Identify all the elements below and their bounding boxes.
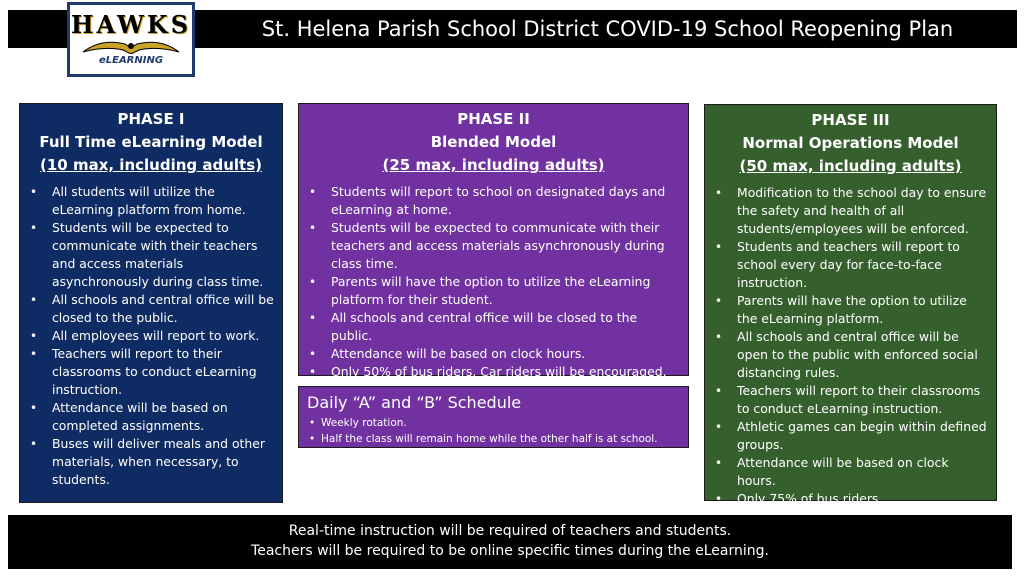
phase-2-capacity: (25 max, including adults) [382,156,605,174]
list-item [20,327,282,345]
list-item [705,238,996,292]
bullet-text: All schools and central office will be closed to the public. [52,292,274,325]
schedule-title: Daily “A” and “B” Schedule [307,393,522,412]
bullet-icon: • [715,384,723,398]
logo-wordmark: HAWKS [70,10,192,39]
phase-3-panel [704,104,997,506]
bullet-text: Only 75% of bus riders. [737,491,883,506]
list-item [299,219,688,273]
bullet-icon: • [715,294,723,308]
list-item [299,363,688,381]
phase-1-model: Full Time eLearning Model [39,133,263,151]
phase-1-heading: PHASE I [117,110,185,128]
bullet-icon: • [309,311,317,325]
list-item [299,309,688,345]
bullet-text: All schools and central office will be closed to the public. [331,310,638,343]
bullet-icon: • [309,365,317,379]
list-item [20,435,282,489]
list-item [299,431,688,447]
bullet-icon: • [309,221,317,235]
bullet-text: Athletic games can begin within defined groups. [737,419,987,452]
bullet-icon: • [715,420,723,434]
page-title: St. Helena Parish School District COVID-19 School Reopening Plan [261,17,954,41]
bullet-text: Attendance will be based on clock hours. [737,455,949,488]
bullet-text: Modification to the school day to ensure the safety and health of all students/employees will be enforced. [737,185,987,236]
list-item [299,415,688,431]
list-item [705,490,996,508]
list-item [299,273,688,309]
list-item [20,183,282,219]
bullet-text: Students will be expected to communicate with their teachers and access materials asynchronously during class time. [331,220,665,271]
bullet-text: Buses will deliver meals and other materials, when necessary, to students. [52,436,265,487]
bullet-icon: • [715,492,723,506]
bullet-icon: • [30,437,38,451]
schedule-bullets [299,415,688,447]
phase-3-model: Normal Operations Model [742,134,959,152]
bullet-text: Teachers will report to their classrooms to conduct eLearning instruction. [52,346,257,397]
footer-line-2: Teachers will be required to be online specific times during the eLearning. [251,543,769,559]
bullet-text: Students and teachers will report to school every day for face-to-face instruction. [737,239,960,290]
bullet-text: Parents will have the option to utilize the eLearning platform for their student. [331,274,651,307]
bullet-icon: • [309,275,317,289]
bullet-text: Parents will have the option to utilize the eLearning platform. [737,293,967,326]
bullet-text: All employees will report to work. [52,328,260,343]
bullet-text: All students will utilize the eLearning platform from home. [52,184,246,217]
phase-3-header [705,109,996,178]
bullet-text: Students will report to school on designated days and eLearning at home. [331,184,666,217]
phase-1-header [20,108,282,177]
schedule-panel [298,386,689,448]
list-item [20,219,282,291]
list-item [705,454,996,490]
phase-3-heading: PHASE III [811,111,890,129]
logo-subtitle: eLEARNING [98,55,164,66]
phase-2-panel [298,103,689,379]
list-item [20,399,282,435]
bullet-icon: • [309,347,317,361]
phase-3-capacity: (50 max, including adults) [739,157,962,175]
bullet-icon: • [30,329,38,343]
bullet-icon: • [715,240,723,254]
phase-1-capacity: (10 max, including adults) [40,156,262,174]
bullet-icon: • [30,221,38,235]
bullet-text: Half the class will remain home while the other half is at school. [321,433,658,445]
bullet-text: Students will be expected to communicate with their teachers and access materials asynchronously during class time. [52,220,264,289]
bullet-icon: • [715,456,723,470]
bullet-text: All schools and central office will be open to the public with enforced social distancing rules. [737,329,978,380]
bullet-icon: • [715,330,723,344]
hawk-wings-icon [81,38,181,54]
list-item [299,345,688,363]
bullet-text: Teachers will report to their classrooms to conduct eLearning instruction. [737,383,981,416]
bullet-icon: • [30,293,38,307]
list-item [20,345,282,399]
bullet-icon: • [30,401,38,415]
bullet-text: Attendance will be based on completed assignments. [52,400,228,433]
footer-bar [8,515,1012,569]
phase-1-bullets [20,183,282,489]
bullet-icon: • [715,186,723,200]
hawks-logo [67,2,195,77]
list-item [299,183,688,219]
list-item [705,184,996,238]
phase-3-bullets [705,184,996,508]
list-item [20,291,282,327]
bullet-icon: • [30,347,38,361]
bullet-icon: • [309,433,316,445]
phase-2-bullets [299,183,688,381]
phase-1-panel [19,103,283,503]
list-item [705,382,996,418]
list-item [705,418,996,454]
bullet-icon: • [309,185,317,199]
bullet-icon: • [30,185,38,199]
phase-2-heading: PHASE II [457,110,530,128]
bullet-text: Only 50% of bus riders. Car riders will be encouraged. [331,364,667,379]
bullet-icon: • [309,417,316,429]
footer-line-1: Real-time instruction will be required of teachers and students. [288,523,732,539]
phase-2-header [299,108,688,177]
list-item [705,328,996,382]
bullet-text: Weekly rotation. [321,417,407,429]
phase-2-model: Blended Model [430,133,557,151]
bullet-text: Attendance will be based on clock hours. [331,346,586,361]
list-item [705,292,996,328]
